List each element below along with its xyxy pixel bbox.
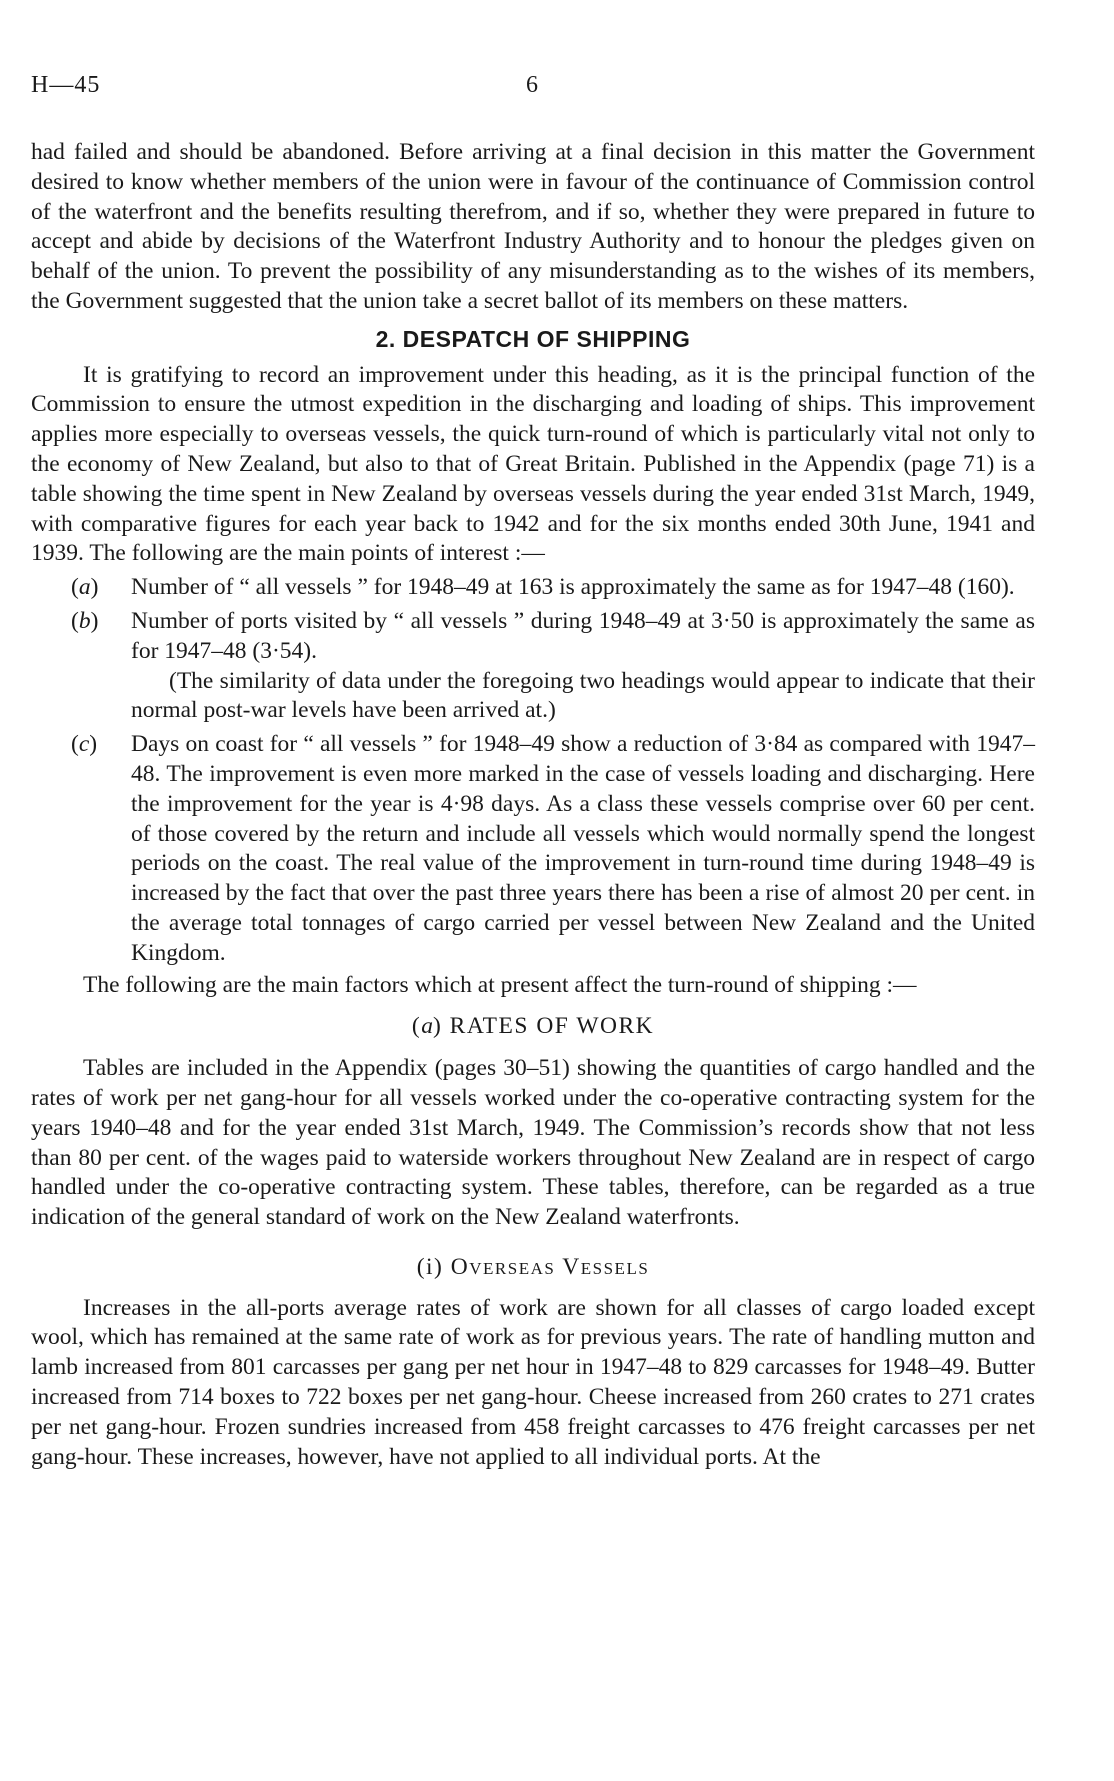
section-heading-despatch-of-shipping: 2. DESPATCH OF SHIPPING bbox=[375, 325, 691, 352]
list-label: (b) bbox=[71, 607, 99, 634]
list-item-text: Number of ports visited by “ all vessels ” during 1948–49 at 3·50 is approximately the same as for 1947–48 (3·54). bbox=[131, 607, 1035, 664]
list-item-b bbox=[31, 607, 1035, 667]
subsection-heading-rates-of-work: (a) RATES OF WORK bbox=[411, 1013, 655, 1040]
list-label: (c) bbox=[71, 731, 98, 758]
list-item-a bbox=[31, 573, 1035, 603]
section-paragraph: It is gratifying to record an improvement under this heading, as it is the principal function of the Commission to ensure the utmost expedition in the discharging and loading of ships. This improvement applies more especially to overseas vessels, the quick turn-round of which is particularly vital not only to the economy of New Zealand, but also to that of Great Britain. Published in the Appendix (page 71) is a table showing the time spent in New Zealand by overseas vessels during the year ended 31st March, 1949, with comparative figures for each year back to 1942 and for the six months ended 30th June, 1941 and 1939. The following are the main points of interest :— bbox=[31, 361, 1035, 567]
list-item-c bbox=[31, 730, 1035, 968]
overseas-vessels-paragraph: Increases in the all-ports average rates of work are shown for all classes of cargo loaded except wool, which has remained at the same rate of work as for previous years. The rate of handling mutton and lamb increased from 801 carcasses per gang per net hour in 1947–48 to 829 carcasses for 1948–49. Butter increased from 714 boxes to 722 boxes per net gang-hour. Cheese increased from 260 crates to 271 crates per net gang-hour. Frozen sundries increased from 458 freight carcasses to 476 freight carcasses per net gang-hour. These increases, however, have not applied to all individual ports. At the bbox=[31, 1294, 1035, 1470]
page-number: 6 bbox=[526, 72, 538, 98]
list-note: (The similarity of data under the foregoing two headings would appear to indicate that their normal post-war levels have been arrived at.) bbox=[131, 667, 1035, 724]
document-reference: H—45 bbox=[31, 72, 101, 98]
list-item-text: Days on coast for “ all vessels ” for 1948–49 show a reduction of 3·84 as compared with 1947–48. The improvement is even more marked in the case of vessels loading and discharging. Here the improvement for the year is 4·98 days. As a class these vessels comprise over 60 per cent. of those covered by the return and include all vessels which would normally spend the longest periods on the coast. The real value of the improvement in turn-round time during 1948–49 is increased by the fact that over the past three years there has been a rise of almost 20 per cent. in the average total tonnages of cargo carried per vessel between New Zealand and the United Kingdom. bbox=[131, 731, 1035, 966]
list-item-text: Number of “ all vessels ” for 1948–49 at 163 is approximately the same as for 1947–48 (160). bbox=[131, 574, 1015, 601]
factors-intro-paragraph: The following are the main factors which at present affect the turn-round of shipping :— bbox=[83, 971, 917, 998]
rates-of-work-paragraph: Tables are included in the Appendix (pages 30–51) showing the quantities of cargo handled and the rates of work per net gang-hour for all vessels worked under the co-operative contracting system for the years 1940–48 and for the year ended 31st March, 1949. The Commission’s records show that not less than 80 per cent. of the wages paid to waterside workers throughout New Zealand are in respect of cargo handled under the co-operative contracting system. These tables, therefore, can be regarded as a true indication of the general standard of work on the New Zealand waterfronts. bbox=[31, 1055, 1035, 1231]
page-body bbox=[31, 138, 1035, 1472]
intro-paragraph: had failed and should be abandoned. Before arriving at a final decision in this matter the Government desired to know whether members of the union were in favour of the continuance of Commission control of the waterfront and the benefits resulting therefrom, and if so, whether they were prepared in future to accept and abide by decisions of the Waterfront Industry Authority and to honour the pledges given on behalf of the union. To prevent the possibility of any misunderstanding as to the wishes of its members, the Government suggested that the union take a secret ballot of its members on these matters. bbox=[31, 139, 1035, 314]
list-label: (a) bbox=[71, 574, 99, 601]
subsection-heading-overseas-vessels: (i) OVERSEAS VESSELS bbox=[416, 1253, 650, 1280]
